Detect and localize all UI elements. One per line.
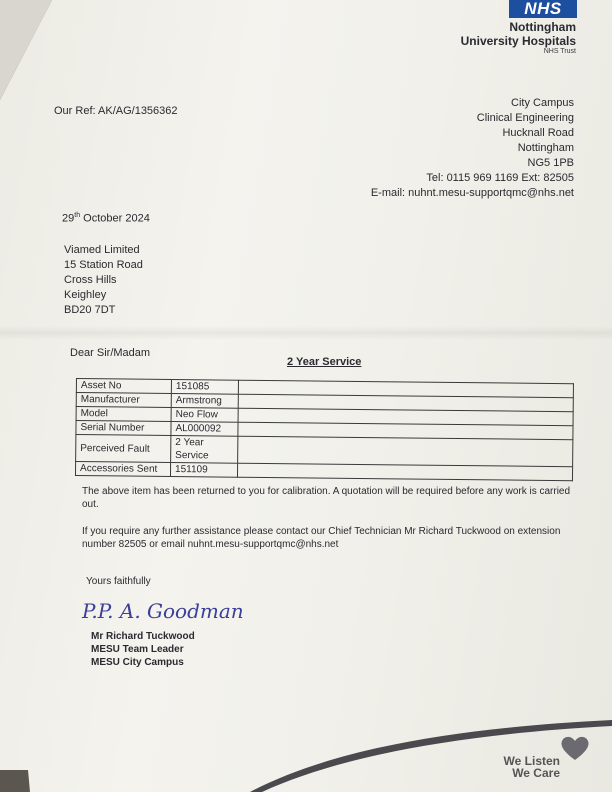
trust-name <box>461 20 576 48</box>
sender-address <box>371 96 574 201</box>
slogan-line2: We Care <box>512 766 560 780</box>
recipient-address-line: Cross Hills <box>64 274 117 286</box>
asset-table <box>75 378 574 481</box>
asset-value: AL000092 <box>171 421 238 436</box>
asset-label: Accessories Sent <box>75 462 170 477</box>
sender-address-line: Clinical Engineering <box>476 112 574 124</box>
asset-value: 2 Year Service <box>171 435 238 463</box>
body-paragraph-contact: If you require any further assistance please contact our Chief Technician Mr Richard Tuckwood on extension number 82505 or email nuhnt.mesu-supportqmc@nhs.net <box>82 526 561 550</box>
sender-address-line: Hucknall Road <box>502 127 574 139</box>
handwritten-signature <box>80 594 270 630</box>
recipient-address-line: Viamed Limited <box>64 244 140 256</box>
body-paragraph-calibration: The above item has been returned to you for calibration. A quotation will be required before any work is carried out. <box>82 486 571 510</box>
sender-email: E-mail: nuhnt.mesu-supportqmc@nhs.net <box>370 187 574 199</box>
signer-campus: MESU City Campus <box>91 657 184 668</box>
asset-value: 151085 <box>171 380 238 395</box>
asset-value: Armstrong <box>171 393 238 408</box>
closing: Yours faithfully <box>86 576 151 587</box>
asset-empty-cell <box>238 436 573 467</box>
slogan-line1: We Listen <box>503 754 560 768</box>
asset-value: 151109 <box>170 462 237 477</box>
asset-label: Serial Number <box>76 421 171 436</box>
asset-label: Manufacturer <box>76 393 171 408</box>
nhs-logo: NHS <box>509 0 577 18</box>
trust-name-line2: University Hospitals <box>460 34 576 48</box>
signer-block <box>91 630 195 669</box>
our-reference: Our Ref: AK/AG/1356362 <box>54 105 178 117</box>
letter-subject: 2 Year Service <box>287 356 362 368</box>
sender-address-line: Nottingham <box>517 142 574 154</box>
recipient-address <box>64 243 143 318</box>
signature-text: P.P. A. Goodman <box>82 599 244 623</box>
trust-name-line1: Nottingham <box>509 20 576 34</box>
salutation: Dear Sir/Madam <box>70 347 151 359</box>
asset-value: Neo Flow <box>171 407 238 422</box>
signer-title: MESU Team Leader <box>91 644 184 655</box>
date-rest: October 2024 <box>80 212 150 225</box>
recipient-address-line: BD20 7DT <box>64 304 116 316</box>
asset-label: Model <box>76 407 171 422</box>
trust-subtitle: NHS Trust <box>543 48 576 55</box>
recipient-address-line: Keighley <box>64 289 107 301</box>
sender-telephone: Tel: 0115 969 1169 Ext: 82505 <box>426 172 574 184</box>
heart-icon <box>560 734 590 762</box>
asset-label: Asset No <box>76 379 171 394</box>
date-suffix: th <box>74 212 81 219</box>
recipient-address-line: 15 Station Road <box>64 259 143 271</box>
asset-label: Perceived Fault <box>76 435 171 463</box>
date-day: 29 <box>62 212 75 225</box>
sender-address-line: City Campus <box>511 97 574 109</box>
we-listen-we-care-slogan <box>504 755 560 779</box>
sender-address-line: NG5 1PB <box>527 157 574 169</box>
paper-crease <box>0 326 612 340</box>
asset-empty-cell <box>237 463 572 481</box>
signer-name: Mr Richard Tuckwood <box>91 631 195 642</box>
letter-date <box>62 212 150 225</box>
